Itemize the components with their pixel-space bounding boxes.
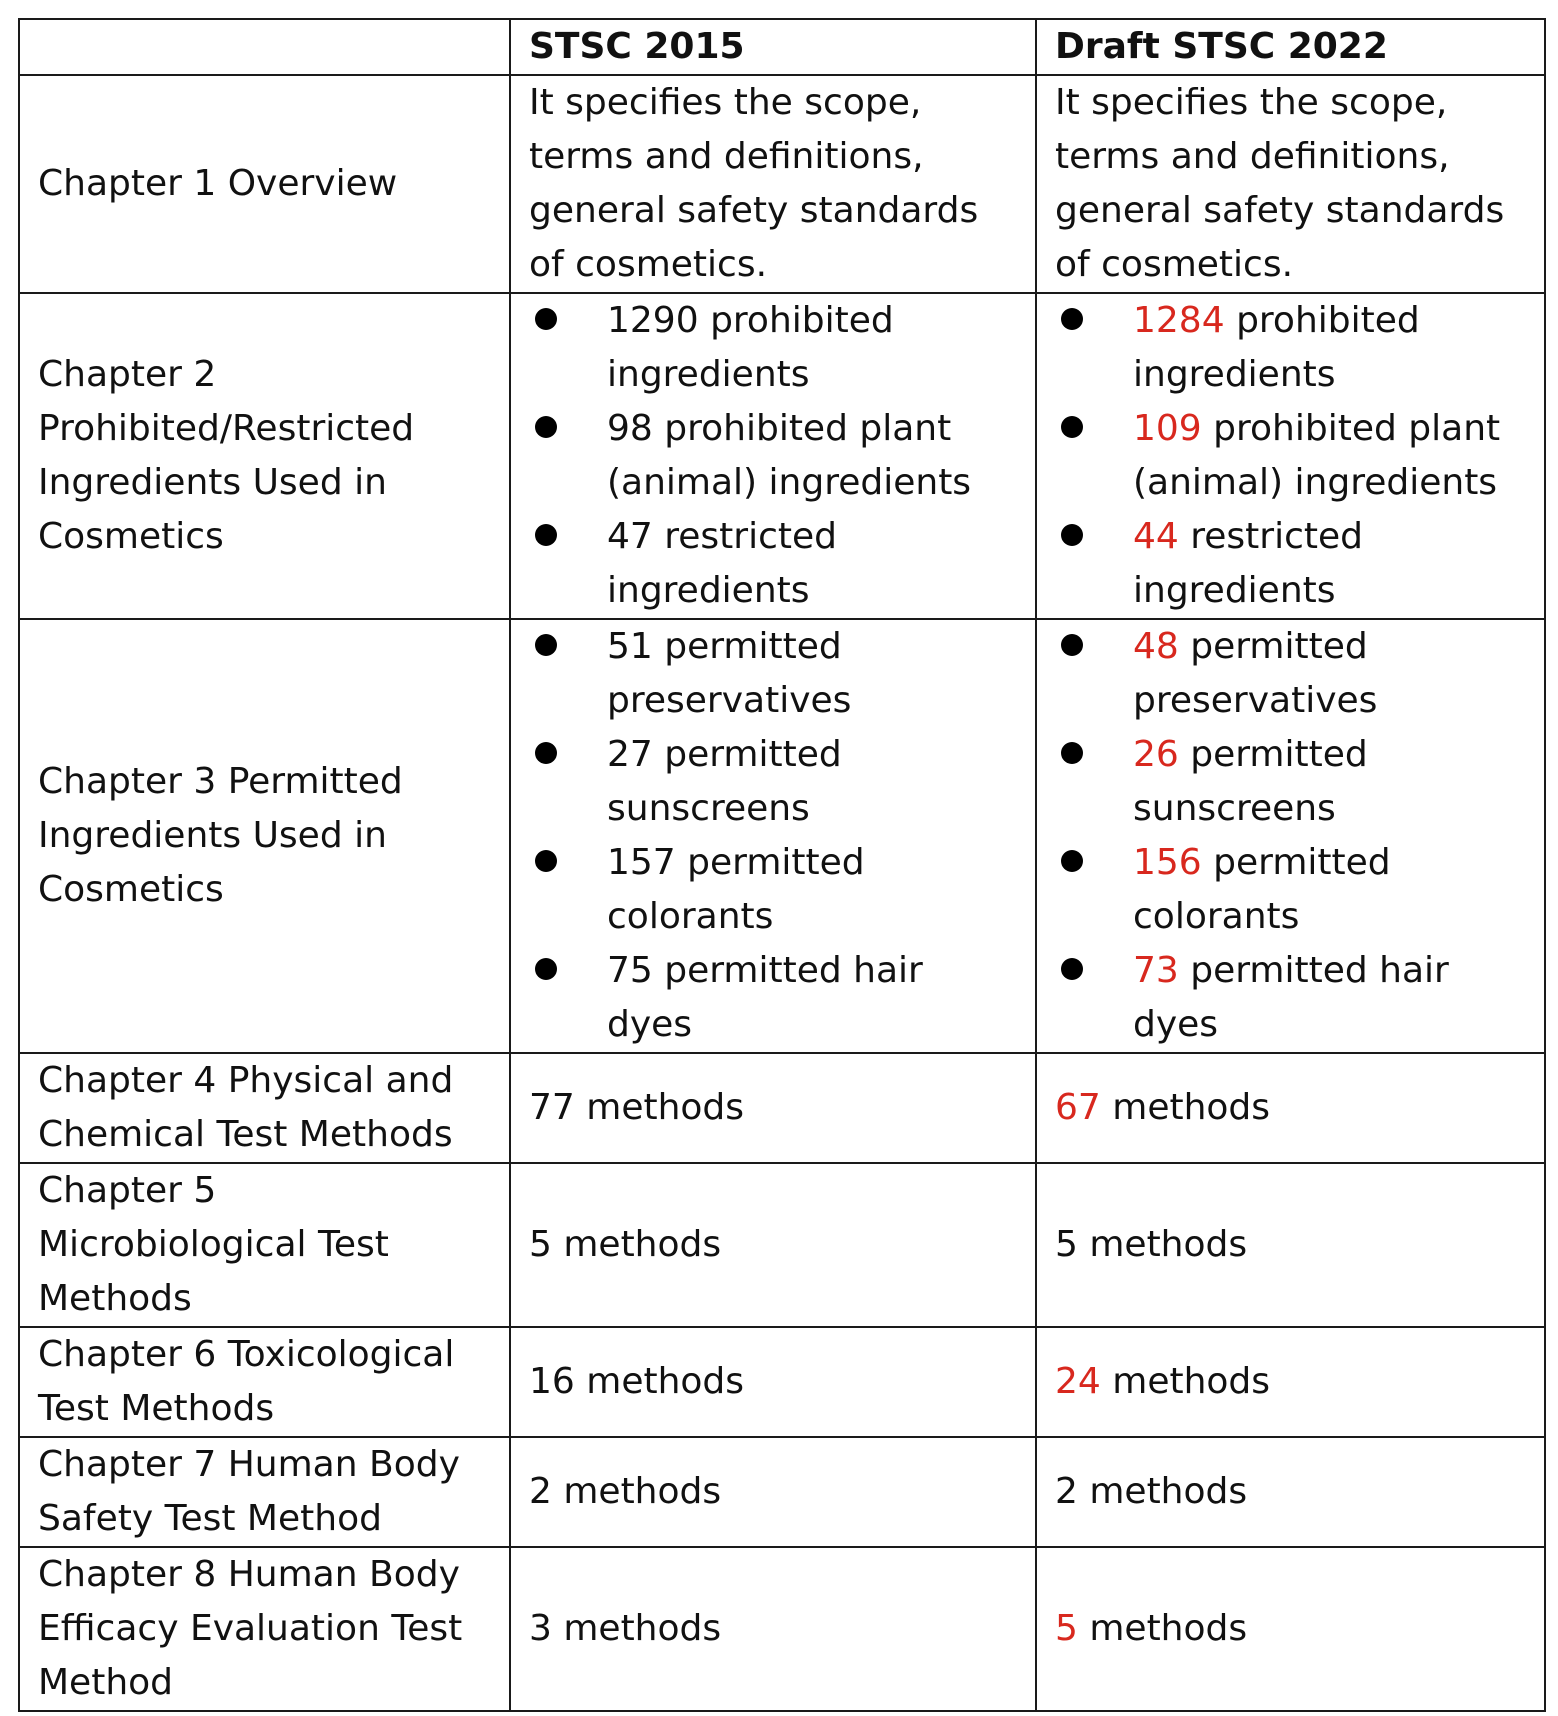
table-row	[19, 293, 1545, 619]
item-text: prohibited ingredients	[1133, 300, 1420, 395]
method-count: 2	[1055, 1471, 1078, 1512]
changed-number: 73	[1133, 950, 1179, 991]
item-number: 75	[607, 950, 653, 991]
item-text: permitted sunscreens	[1133, 734, 1368, 829]
list-item	[1055, 510, 1528, 618]
item-text: restricted ingredients	[1133, 516, 1363, 611]
table-row	[19, 1053, 1545, 1163]
item-text: prohibited plant (animal) ingredients	[1133, 408, 1501, 503]
list-item	[1055, 294, 1528, 402]
method-label: methods	[1077, 1608, 1248, 1649]
item-number: 51	[607, 626, 653, 667]
list-item	[529, 944, 1019, 1052]
item-text: permitted preservatives	[607, 626, 852, 721]
bullet-icon	[1061, 524, 1083, 546]
changed-number: 48	[1133, 626, 1179, 667]
stsc2015-cell	[510, 1053, 1036, 1163]
bullet-icon	[535, 742, 557, 764]
list-item	[529, 620, 1019, 728]
bullet-icon	[535, 524, 557, 546]
list-item	[529, 510, 1019, 618]
method-count: 5	[1055, 1224, 1078, 1265]
item-number: 98	[607, 408, 653, 449]
item-text: permitted hair dyes	[607, 950, 923, 1045]
draft2022-cell	[1036, 1163, 1545, 1327]
method-count: 3	[529, 1608, 552, 1649]
changed-number: 5	[1055, 1608, 1078, 1649]
bullet-icon	[1061, 742, 1083, 764]
draft2022-cell	[1036, 1547, 1545, 1711]
changed-number: 1284	[1133, 300, 1225, 341]
changed-number: 67	[1055, 1087, 1101, 1128]
list-item	[1055, 728, 1528, 836]
draft2022-cell	[1036, 1437, 1545, 1547]
draft2022-cell: It specifies the scope, terms and definitions, general safety standards of cosmetics.	[1036, 75, 1545, 293]
table-row	[19, 1547, 1545, 1711]
bullet-list	[529, 294, 1019, 618]
item-text: permitted colorants	[1133, 842, 1391, 937]
method-label: methods	[551, 1608, 722, 1649]
bullet-icon	[1061, 308, 1083, 330]
method-label: methods	[1100, 1087, 1271, 1128]
list-item	[529, 728, 1019, 836]
item-text: permitted colorants	[607, 842, 865, 937]
item-text: permitted sunscreens	[607, 734, 842, 829]
chapter-cell: Chapter 4 Physical and Chemical Test Methods	[19, 1053, 510, 1163]
header-cell-draft-stsc-2022: Draft STSC 2022	[1036, 19, 1545, 75]
chapter-cell: Chapter 3 Permitted Ingredients Used in Cosmetics	[19, 619, 510, 1053]
method-label: methods	[1077, 1224, 1248, 1265]
table-row	[19, 619, 1545, 1053]
bullet-list	[1055, 620, 1528, 1052]
stsc2015-cell: It specifies the scope, terms and definitions, general safety standards of cosmetics.	[510, 75, 1036, 293]
stsc2015-cell	[510, 293, 1036, 619]
chapter-cell: Chapter 1 Overview	[19, 75, 510, 293]
list-item	[1055, 944, 1528, 1052]
bullet-icon	[535, 850, 557, 872]
stsc2015-cell	[510, 1547, 1036, 1711]
bullet-icon	[1061, 958, 1083, 980]
item-text: prohibited plant (animal) ingredients	[607, 408, 972, 503]
method-label: methods	[574, 1361, 745, 1402]
header-cell-chapter	[19, 19, 510, 75]
chapter-cell: Chapter 5 Microbiological Test Methods	[19, 1163, 510, 1327]
item-number: 27	[607, 734, 653, 775]
changed-number: 156	[1133, 842, 1202, 883]
bullet-icon	[1061, 634, 1083, 656]
changed-number: 26	[1133, 734, 1179, 775]
chapter-cell: Chapter 7 Human Body Safety Test Method	[19, 1437, 510, 1547]
table-row	[19, 1437, 1545, 1547]
bullet-icon	[535, 416, 557, 438]
header-row	[19, 19, 1545, 75]
list-item	[529, 402, 1019, 510]
item-text: restricted ingredients	[607, 516, 837, 611]
method-label: methods	[574, 1087, 745, 1128]
draft2022-cell	[1036, 1327, 1545, 1437]
method-count: 2	[529, 1471, 552, 1512]
stsc2015-cell	[510, 1327, 1036, 1437]
bullet-icon	[535, 634, 557, 656]
changed-number: 24	[1055, 1361, 1101, 1402]
changed-number: 109	[1133, 408, 1202, 449]
bullet-icon	[1061, 850, 1083, 872]
draft2022-cell	[1036, 619, 1545, 1053]
stsc2015-cell	[510, 1163, 1036, 1327]
list-item	[1055, 402, 1528, 510]
changed-number: 44	[1133, 516, 1179, 557]
item-text: prohibited ingredients	[607, 300, 894, 395]
chapter-cell: Chapter 6 Toxicological Test Methods	[19, 1327, 510, 1437]
list-item	[1055, 836, 1528, 944]
item-text: permitted preservatives	[1133, 626, 1378, 721]
table-row	[19, 1163, 1545, 1327]
table-row	[19, 1327, 1545, 1437]
method-label: methods	[1077, 1471, 1248, 1512]
bullet-icon	[1061, 416, 1083, 438]
stsc2015-cell	[510, 619, 1036, 1053]
table-row	[19, 75, 1545, 293]
bullet-list	[529, 620, 1019, 1052]
item-number: 1290	[607, 300, 699, 341]
list-item	[1055, 620, 1528, 728]
draft2022-cell	[1036, 1053, 1545, 1163]
method-label: methods	[551, 1471, 722, 1512]
method-label: methods	[551, 1224, 722, 1265]
method-count: 16	[529, 1361, 575, 1402]
list-item	[529, 294, 1019, 402]
header-cell-stsc-2015: STSC 2015	[510, 19, 1036, 75]
item-number: 157	[607, 842, 676, 883]
method-count: 5	[529, 1224, 552, 1265]
item-text: permitted hair dyes	[1133, 950, 1449, 1045]
bullet-icon	[535, 958, 557, 980]
bullet-icon	[535, 308, 557, 330]
method-count: 77	[529, 1087, 575, 1128]
method-label: methods	[1100, 1361, 1271, 1402]
bullet-list	[1055, 294, 1528, 618]
chapter-cell: Chapter 2 Prohibited/Restricted Ingredients Used in Cosmetics	[19, 293, 510, 619]
list-item	[529, 836, 1019, 944]
stsc2015-cell	[510, 1437, 1036, 1547]
chapter-cell: Chapter 8 Human Body Efficacy Evaluation Test Method	[19, 1547, 510, 1711]
item-number: 47	[607, 516, 653, 557]
draft2022-cell	[1036, 293, 1545, 619]
comparison-table	[18, 18, 1546, 1712]
